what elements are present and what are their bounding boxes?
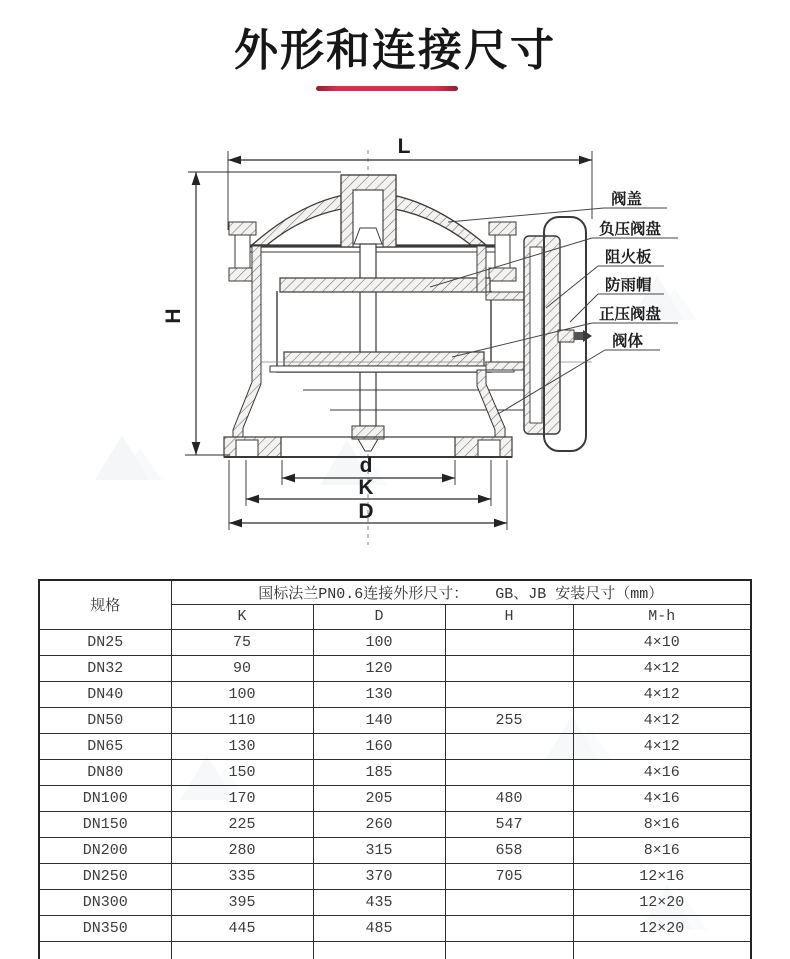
value-cell: 225 bbox=[171, 811, 313, 837]
group-header: 国标法兰PN0.6连接外形尺寸： GB、JB 安装尺寸（mm） bbox=[171, 580, 751, 604]
right-body-wall bbox=[477, 246, 486, 292]
partial-row bbox=[39, 941, 751, 959]
value-cell: 4×10 bbox=[573, 629, 751, 655]
dimension-table bbox=[38, 579, 752, 959]
value-cell: 315 bbox=[313, 837, 445, 863]
value-cell: 480 bbox=[445, 785, 573, 811]
value-cell bbox=[445, 759, 573, 785]
col-header-H: H bbox=[445, 604, 573, 629]
value-cell: 4×12 bbox=[573, 655, 751, 681]
col-header-D: D bbox=[313, 604, 445, 629]
value-cell: 100 bbox=[171, 681, 313, 707]
table-body bbox=[39, 629, 751, 959]
empty-cell bbox=[445, 941, 573, 959]
callout-positive-disc: 正压阀盘 bbox=[599, 306, 662, 323]
value-cell: 120 bbox=[313, 655, 445, 681]
table-row bbox=[39, 733, 751, 759]
value-cell: 4×16 bbox=[573, 759, 751, 785]
table-row bbox=[39, 681, 751, 707]
value-cell: 110 bbox=[171, 707, 313, 733]
value-cell: 280 bbox=[171, 837, 313, 863]
value-cell: 485 bbox=[313, 915, 445, 941]
dim-label-D: D bbox=[358, 500, 374, 523]
value-cell: 547 bbox=[445, 811, 573, 837]
value-cell: 150 bbox=[171, 759, 313, 785]
dim-label-H: H bbox=[162, 308, 185, 324]
col-header-Mh: M-h bbox=[573, 604, 751, 629]
value-cell: 130 bbox=[313, 681, 445, 707]
spec-cell: DN65 bbox=[39, 733, 171, 759]
value-cell: 705 bbox=[445, 863, 573, 889]
table-row bbox=[39, 707, 751, 733]
value-cell: 100 bbox=[313, 629, 445, 655]
table-row bbox=[39, 915, 751, 941]
spec-cell: DN25 bbox=[39, 629, 171, 655]
table-row bbox=[39, 629, 751, 655]
right-bolt bbox=[489, 222, 516, 281]
value-cell: 255 bbox=[445, 707, 573, 733]
title-accent-divider bbox=[316, 86, 458, 91]
table-row bbox=[39, 837, 751, 863]
value-cell: 4×12 bbox=[573, 681, 751, 707]
value-cell bbox=[445, 915, 573, 941]
callout-flame-arrestor: 阻火板 bbox=[605, 249, 652, 266]
spec-cell: DN40 bbox=[39, 681, 171, 707]
value-cell bbox=[445, 889, 573, 915]
table-row bbox=[39, 863, 751, 889]
page-title: 外形和连接尺寸 bbox=[234, 26, 556, 75]
table-row bbox=[39, 759, 751, 785]
spec-cell: DN80 bbox=[39, 759, 171, 785]
value-cell: 170 bbox=[171, 785, 313, 811]
empty-cell bbox=[39, 941, 171, 959]
valve-technical-drawing bbox=[0, 118, 790, 560]
positive-pressure-disc bbox=[284, 352, 484, 366]
dim-label-d: d bbox=[359, 454, 373, 477]
table-row bbox=[39, 889, 751, 915]
value-cell: 160 bbox=[313, 733, 445, 759]
value-cell: 4×12 bbox=[573, 707, 751, 733]
value-cell: 4×16 bbox=[573, 785, 751, 811]
empty-cell bbox=[573, 941, 751, 959]
callout-negative-disc: 负压阀盘 bbox=[599, 221, 662, 238]
table-row bbox=[39, 811, 751, 837]
value-cell: 12×16 bbox=[573, 863, 751, 889]
value-cell: 205 bbox=[313, 785, 445, 811]
spec-cell: DN150 bbox=[39, 811, 171, 837]
value-cell bbox=[445, 655, 573, 681]
spec-cell: DN350 bbox=[39, 915, 171, 941]
spec-cell: DN50 bbox=[39, 707, 171, 733]
value-cell: 395 bbox=[171, 889, 313, 915]
value-cell: 335 bbox=[171, 863, 313, 889]
callout-labels bbox=[599, 189, 662, 350]
value-cell: 370 bbox=[313, 863, 445, 889]
spec-cell: DN250 bbox=[39, 863, 171, 889]
value-cell: 260 bbox=[313, 811, 445, 837]
value-cell: 75 bbox=[171, 629, 313, 655]
value-cell: 435 bbox=[313, 889, 445, 915]
value-cell bbox=[445, 733, 573, 759]
callout-rain-cap: 防雨帽 bbox=[605, 277, 652, 294]
value-cell: 8×16 bbox=[573, 837, 751, 863]
value-cell: 140 bbox=[313, 707, 445, 733]
value-cell: 4×12 bbox=[573, 733, 751, 759]
value-cell: 445 bbox=[171, 915, 313, 941]
value-cell: 12×20 bbox=[573, 915, 751, 941]
value-cell: 130 bbox=[171, 733, 313, 759]
empty-cell bbox=[171, 941, 313, 959]
value-cell: 658 bbox=[445, 837, 573, 863]
value-cell: 12×20 bbox=[573, 889, 751, 915]
spec-cell: DN32 bbox=[39, 655, 171, 681]
value-cell: 90 bbox=[171, 655, 313, 681]
empty-cell bbox=[313, 941, 445, 959]
col-header-K: K bbox=[171, 604, 313, 629]
valve-stem bbox=[360, 244, 376, 426]
value-cell: 8×16 bbox=[573, 811, 751, 837]
table-row bbox=[39, 785, 751, 811]
value-cell bbox=[445, 681, 573, 707]
callout-valve-cover: 阀盖 bbox=[611, 191, 643, 208]
table-row bbox=[39, 655, 751, 681]
spec-cell: DN200 bbox=[39, 837, 171, 863]
spec-cell: DN300 bbox=[39, 889, 171, 915]
valve-body-drawing bbox=[224, 150, 592, 545]
dim-label-L: L bbox=[397, 135, 411, 158]
dim-label-K: K bbox=[358, 476, 374, 499]
callout-valve-body: 阀体 bbox=[612, 333, 644, 350]
negative-pressure-disc bbox=[280, 278, 490, 292]
spec-column-header: 规格 bbox=[39, 580, 171, 629]
spec-cell: DN100 bbox=[39, 785, 171, 811]
value-cell: 185 bbox=[313, 759, 445, 785]
value-cell bbox=[445, 629, 573, 655]
